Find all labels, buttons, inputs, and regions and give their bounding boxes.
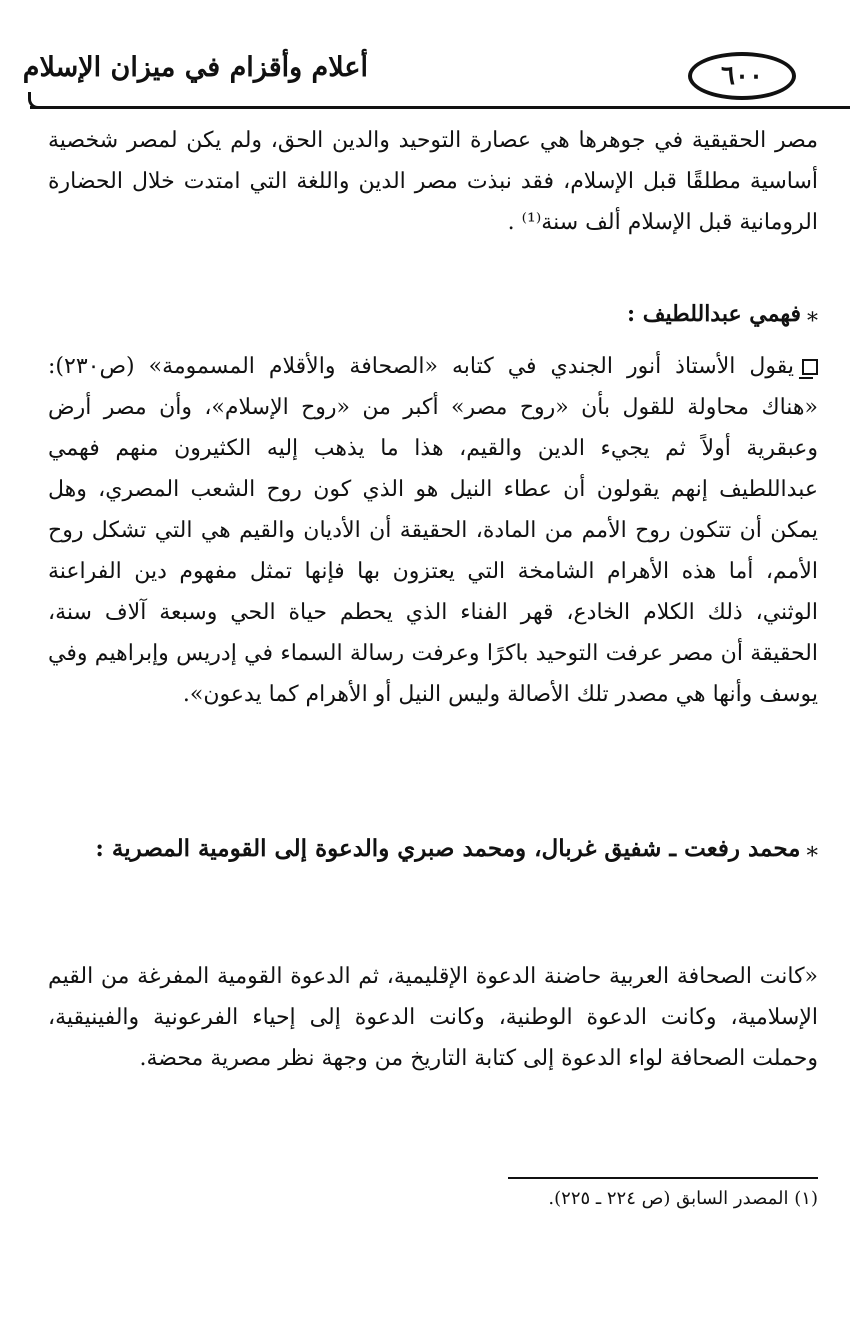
running-title: أعلام وأقزام في ميزان الإسلام bbox=[22, 52, 368, 83]
quote-box-icon bbox=[802, 359, 818, 375]
header-rule bbox=[30, 106, 850, 109]
paragraph-intro: مصر الحقيقية في جوهرها هي عصارة التوحيد والدين الحق، ولم يكن لمصر شخصية أساسية مطلقًا قبل الإسلام، فقد نبذت مصر الدين واللغة التي امتدت خلال الحضارة الرومانية قبل الإسلام ألف سنة⁽¹⁾ . bbox=[48, 128, 818, 235]
section-heading-rifaat bbox=[48, 822, 818, 876]
page-number bbox=[688, 52, 796, 100]
footnote-rule bbox=[508, 1177, 818, 1179]
section-heading-text: محمد رفعت ـ شفيق غربال، ومحمد صبري والدعوة إلى القومية المصرية : bbox=[95, 835, 801, 862]
section-heading-fahmi bbox=[48, 294, 818, 335]
page-number-text: ٦٠٠ bbox=[721, 61, 763, 91]
paragraph-rifaat: «كانت الصحافة العربية حاضنة الدعوة الإقليمية، ثم الدعوة القومية المفرغة من القيم الإسلامية، وكانت الدعوة الوطنية، وكانت الدعوة إلى إحياء الفرعونية والفينيقية، وحملت الصحافة لواء الدعوة إلى كتابة التاريخ من وجهة نظر مصرية محضة. bbox=[48, 964, 818, 1071]
paragraph-fahmi bbox=[48, 346, 818, 715]
section-heading-text: فهمي عبداللطيف : bbox=[626, 301, 801, 327]
footnote: (١) المصدر السابق (ص ٢٢٤ ـ ٢٢٥). bbox=[548, 1188, 818, 1209]
paragraph-fahmi-text: يقول الأستاذ أنور الجندي في كتابه «الصحافة والأقلام المسمومة» (ص٢٣٠): «هناك محاولة للقول بأن «روح مصر» أكبر من «روح الإسلام»، وأن مصر أرض وعبقرية أولاً ثم يجيء الدين والقيم، هذا ما يذهب إليه الكثيرون منهم فهمي عبداللطيف إنهم يقولون أن عطاء النيل هو الذي كون روح الشعب المصري، وهل يمكن أن تتكون روح الأمم من المادة، الحقيقة أن الأديان والقيم هي التي تشكل روح الأمم، أما هذه الأهرام الشامخة التي يعتزون بها فإنها تمثل مفهوم دين الفراعنة الوثني، ذلك الكلام الخادع، قهر الفناء الذي يحطم حياة الحي وسبعة آلاف سنة، الحقيقة أن مصر عرفت التوحيد باكرًا وعرفت رسالة السماء في إدريس وإبراهيم وفي يوسف وأنها هي مصدر تلك الأصالة وليس النيل أو الأهرام كما يدعون». bbox=[48, 354, 818, 707]
asterisk-icon: ⁎ bbox=[806, 836, 818, 862]
asterisk-icon: ⁎ bbox=[807, 302, 818, 327]
